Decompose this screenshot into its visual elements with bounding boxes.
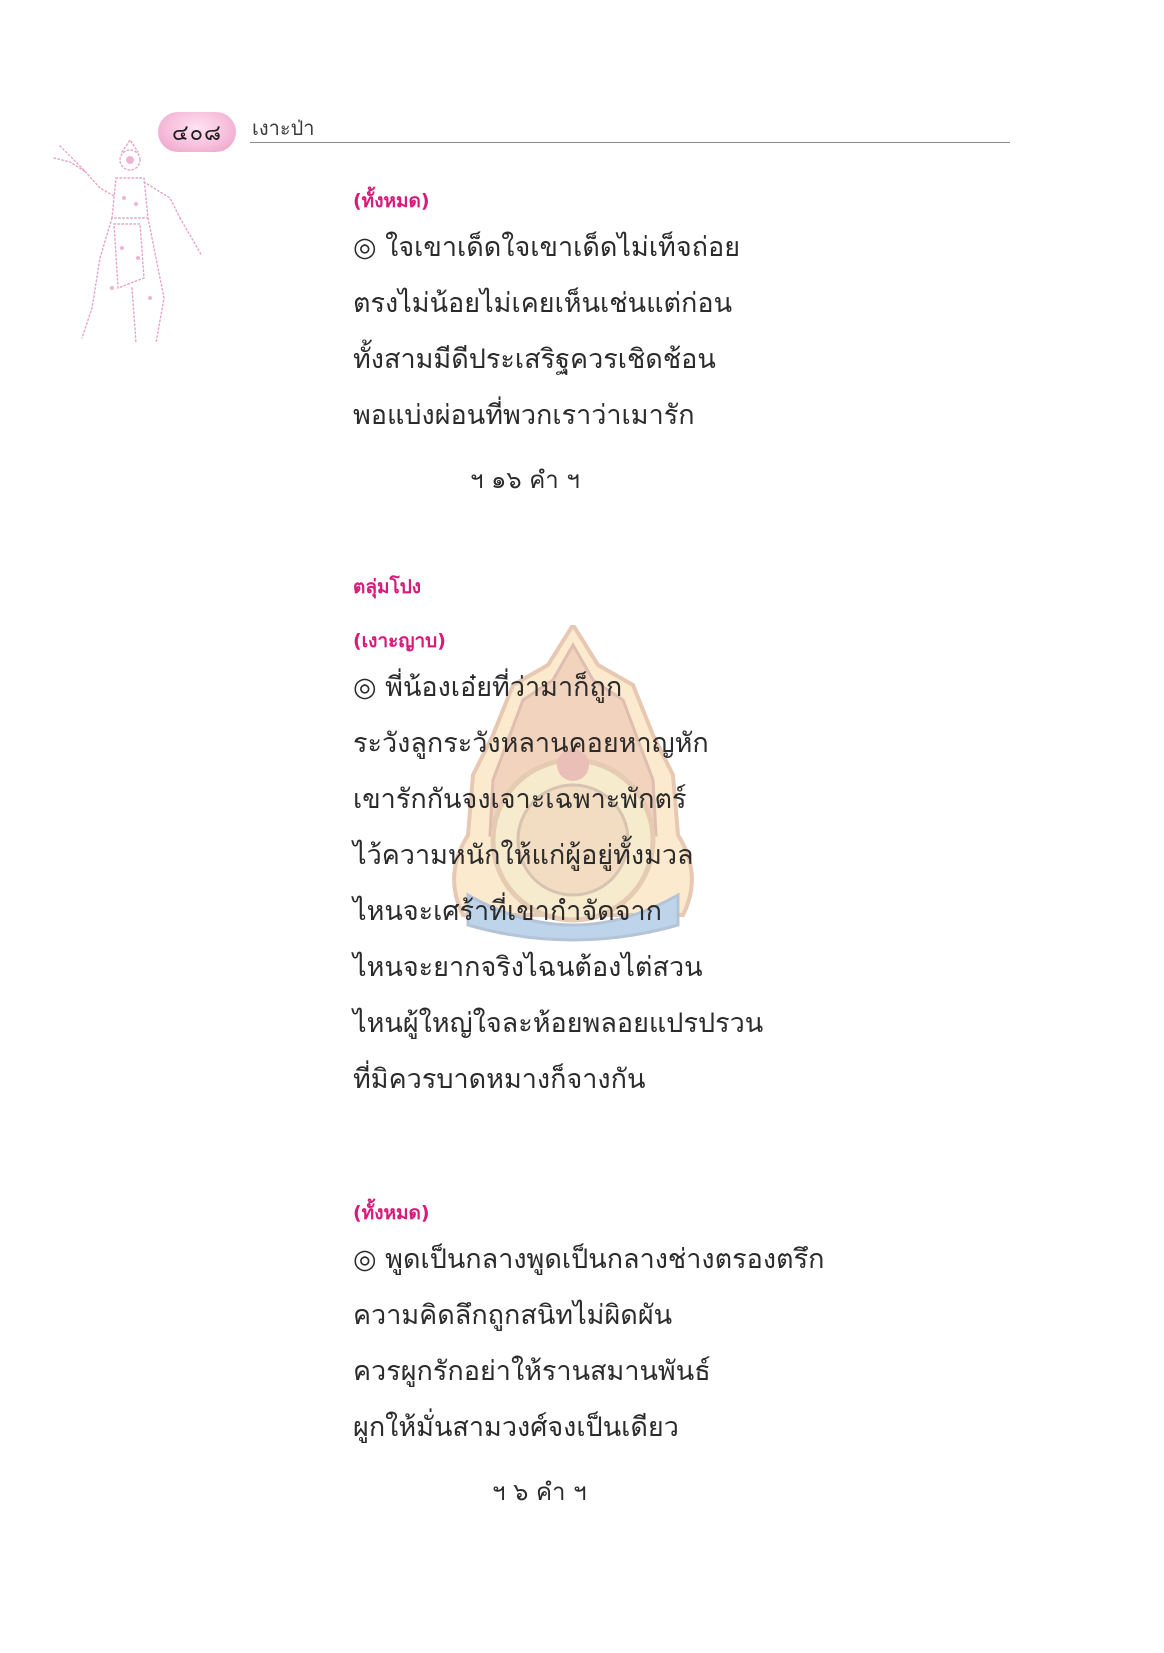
verse-line: ทั้งสามมีดีประเสริฐควรเชิดช้อน xyxy=(353,344,716,375)
header-divider xyxy=(250,142,1010,143)
verse-line: ◎ ใจเขาเด็ดใจเขาเด็ดไม่เท็จถ่อย xyxy=(353,232,741,263)
verse-line: ไว้ความหนักให้แก่ผู้อยู่ทั้งมวล xyxy=(353,840,694,871)
verse-line: ผูกให้มั่นสามวงศ์จงเป็นเดียว xyxy=(353,1412,679,1443)
speaker-heading: (ทั้งหมด) xyxy=(353,1202,430,1224)
verse-line: ไหนผู้ใหญ่ใจละห้อยพลอยแปรปรวน xyxy=(353,1008,764,1039)
verse-line: ที่มิควรบาดหมางก็จางกัน xyxy=(353,1064,646,1095)
melody-title: ตลุ่มโปง xyxy=(353,576,422,598)
book-title: เงาะป่า xyxy=(252,116,315,140)
verse-line: ไหนจะเศร้าที่เขากำจัดจาก xyxy=(353,896,663,927)
verse-line: ระวังลูกระวังหลานคอยหาญหัก xyxy=(353,728,709,759)
page-number: ๔๐๘ xyxy=(171,120,223,146)
speaker-heading: (ทั้งหมด) xyxy=(353,190,430,212)
verse-line: ความคิดลึกถูกสนิทไม่ผิดผัน xyxy=(353,1300,673,1331)
page-number-badge xyxy=(158,112,236,152)
verse-line: ควรผูกรักอย่าให้รานสมานพันธ์ xyxy=(353,1356,711,1387)
verse-line: ไหนจะยากจริงไฉนต้องไต่สวน xyxy=(353,952,703,983)
verse-line: เขารักกันจงเจาะเฉพาะพักตร์ xyxy=(353,784,687,815)
verse-line: พอแบ่งผ่อนที่พวกเราว่าเมารัก xyxy=(353,400,695,431)
verse-line: ◎ พี่น้องเอ๋ยที่ว่ามาก็ถูก xyxy=(353,672,623,703)
dancer-illustration xyxy=(52,138,212,348)
stanza-count: ฯ ๑๖ คำ ฯ xyxy=(470,466,580,494)
verse-line: ◎ พูดเป็นกลางพูดเป็นกลางช่างตรองตรึก xyxy=(353,1244,825,1275)
verse-stanza xyxy=(353,220,740,444)
verse-stanza xyxy=(353,660,763,1108)
verse-stanza xyxy=(353,1232,824,1456)
stanza-count: ฯ ๖ คำ ฯ xyxy=(492,1478,587,1506)
speaker-heading: (เงาะญาบ) xyxy=(353,630,446,652)
verse-line: ตรงไม่น้อยไม่เคยเห็นเช่นแต่ก่อน xyxy=(353,288,733,319)
